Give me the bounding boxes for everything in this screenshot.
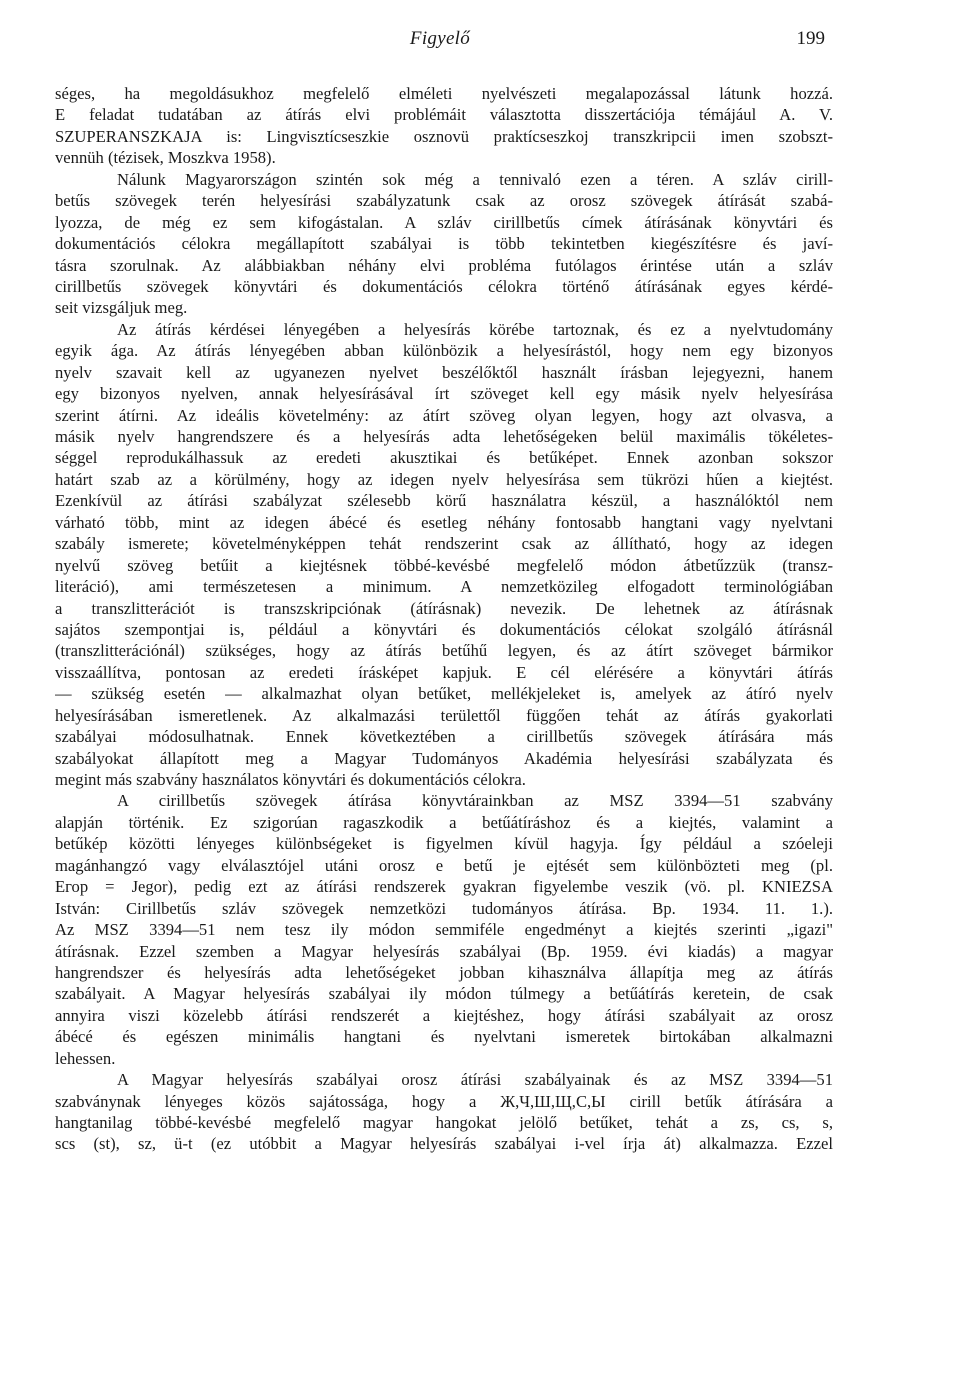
running-title: Figyelő: [409, 28, 471, 49]
text-line: hangrendszer és helyesírás adta lehetőségeket jobban kihasználva állapítja meg az átírás: [55, 962, 833, 982]
text-line: szerint átírni. Az ideális követelmény: az átírt szöveg olyan legyen, hogy azt olvasva, a: [55, 405, 833, 425]
text-line: ábécé és egészen minimális hangtani és nyelvtani ismeretek birtokában alkalmazni: [55, 1027, 833, 1047]
text-line: szabályai módosulhatnak. Ennek következtében a cirillbetűs szövegek átírására más: [55, 727, 833, 747]
text-line: egy bizonyos nyelven, annak helyesírásával írt szöveget kell egy másik nyelv helyesírása: [55, 384, 833, 404]
text-line: — szükség esetén — alkalmazhat olyan betűket, mellékjeleket is, amelyek az átíró nyelv: [55, 684, 833, 704]
text-line: várható több, mint az idegen ábécé és esetleg néhány fontosabb hangtani vagy nyelvtani: [55, 512, 833, 532]
text-line: másik nyelv hangrendszere és a helyesírás adta lehetőségeken belül maximális tökéletes-: [55, 427, 833, 446]
text-line: István: Cirillbetűs szláv szövegek nemzetközi tudományos átírása. Bp. 1934. 11. 1.).: [55, 898, 833, 918]
page-header: [55, 28, 825, 54]
text-line: séges, ha megoldásukhoz megfelelő elméleti nyelvészeti megalapozással látunk hozzá.: [55, 84, 833, 103]
text-line: sajátos szempontjai is, például a könyvtári és dokumentációs célokat szolgáló átírásnál: [55, 619, 833, 639]
text-line: határt szab az a körülmény, hogy az idegen nyelv helyesírása sem tükrözi hűen a kiejtést.: [55, 469, 833, 489]
text-line: megint más szabvány használatos könyvtári és dokumentációs célokra.: [55, 770, 526, 789]
text-line: szabályait. A Magyar helyesírás szabályai ily módon túlmegy a betűátírás keretein, de csak: [55, 984, 833, 1004]
text-line: alapján történik. Ez szigorúan ragaszkodik a betűátíráshoz és a kiejtés, valamint a: [55, 812, 833, 832]
text-line: egyik ága. Az átírás lényegében abban különbözik a helyesírástól, hogy nem egy bizonyos: [55, 341, 833, 361]
text-line: scs (st), sz, ü-t (ez utóbbit a Magyar helyesírás szabályai i-vel írja át) alkalmazza. Ezzel: [55, 1134, 833, 1154]
text-line: (transzlitterációnál) szükséges, hogy az átírás betűhű legyen, és az átírt szöveget bármikor: [55, 641, 833, 661]
text-line: szabványnak lényeges közös sajátossága, hogy a Ж,Ч,Ш,Щ,С,Ы cirill betűk átírására a: [55, 1091, 833, 1111]
body-text: [55, 83, 833, 1155]
text-line: Nálunk Magyarországon szintén sok még a tennivaló ezen a téren. A szláv cirill-: [117, 169, 833, 189]
text-line: helyesírásában ismeretlenek. Az alkalmazási területtől függően tehát az átírás gyakorlati: [55, 705, 833, 725]
text-line: tásra szorulnak. Az alábbiakban néhány elvi probléma futólagos érintése után a szláv: [55, 255, 833, 275]
text-line: Az MSZ 3394—51 nem tesz ily módon semmiféle engedményt a kiejtés szerinti „igazi": [55, 920, 833, 940]
text-line: nyelvű szöveg betűit a kiejtésnek többé-kevésbé megfelelő módon átbetűzzük (transz-: [55, 555, 833, 575]
text-line: A cirillbetűs szövegek átírása könyvtárainkban az MSZ 3394—51 szabvány: [117, 791, 833, 811]
text-line: séggel reprodukálhassuk az eredeti akusztikai és betűképet. Ennek azonban sokszor: [55, 448, 833, 468]
text-line: literáció), ami természetesen a minimum. A nemzetközileg elfogadott terminológiában: [55, 577, 833, 597]
page-number: 199: [796, 28, 825, 49]
text-line: szabály ismerete; követelményképpen tehát rendszerint csak az állítható, hogy az idegen: [55, 534, 833, 554]
text-line: lehessen.: [55, 1048, 116, 1068]
text-line: a transzlitterációt is transzskripciónak (átírásnak) nevezik. De lehetnek az átírásnak: [55, 598, 833, 618]
text-line: Егор = Jegor), pedig ezt az átírási rendszerek gyakran figyelembe veszik (vö. pl. KNIEZSA: [55, 877, 833, 897]
text-line: E feladat tudatában az átírás elvi problémáit választotta disszertációja témájául A. V.: [55, 105, 833, 125]
text-line: Az átírás kérdései lényegében a helyesírás körébe tartoznak, és ez a nyelvtudomány: [117, 319, 833, 339]
text-line: Ezenkívül az átírási szabályzat szélesebb körű használatra készül, a használóktól nem: [55, 491, 833, 511]
text-line: cirillbetűs szövegek könyvtári és dokumentációs célokra történő átírásának egyes kérdé-: [55, 276, 833, 296]
text-line: betűkép közötti lényeges különbségeket is figyelmen kívül hagyja. Így például a szóeleji: [55, 834, 833, 854]
text-line: annyira viszi közelebb átírási rendszerét a kiejtéshez, hogy átírási szabályait az orosz: [55, 1005, 833, 1025]
text-line: átírásnak. Ezzel szemben a Magyar helyesírás szabályai (Bp. 1959. évi kiadás) a magyar: [55, 941, 833, 961]
text-line: betűs szövegek terén helyesírási szabályzatunk csak az orosz szövegek átírását szabá-: [55, 191, 833, 211]
text-line: nyelv szavait kell az ugyanezen nyelvet beszélőktől használt írásban lejegyezni, hanem: [55, 362, 833, 382]
text-line: visszaállítva, pontosan az eredeti írásképet kapjuk. E cél elérésére a könyvtári átírás: [55, 662, 833, 682]
text-line: lyozza, de még ez sem kifogástalan. A szláv cirillbetűs címek átírásának könyvtári és: [55, 212, 833, 232]
text-line: szabályokat állapított meg a Magyar Tudományos Akadémia helyesírási szabályzata és: [55, 748, 833, 768]
text-line: seit vizsgáljuk meg.: [55, 298, 188, 318]
text-line: dokumentációs célokra megállapított szabályai is több tekintetben kiegészítésre és javí-: [55, 234, 833, 254]
text-line: SZUPERANSZKAJA is: Lingvisztícseszkie osznovü praktícseszkoj transzkripcii imen szobszt-: [55, 126, 833, 146]
text-line: vennüh (tézisek, Moszkva 1958).: [55, 148, 276, 168]
text-line: hangtanilag többé-kevésbé megfelelő magyar hangokat jelölő betűket, tehát a zs, cs, s,: [55, 1113, 833, 1132]
text-line: magánhangzó vagy elválasztójel utáni orosz e betű je ejtését sem különbözteti meg (pl.: [55, 855, 833, 875]
text-line: A Magyar helyesírás szabályai orosz átírási szabályainak és az MSZ 3394—51: [117, 1070, 833, 1090]
